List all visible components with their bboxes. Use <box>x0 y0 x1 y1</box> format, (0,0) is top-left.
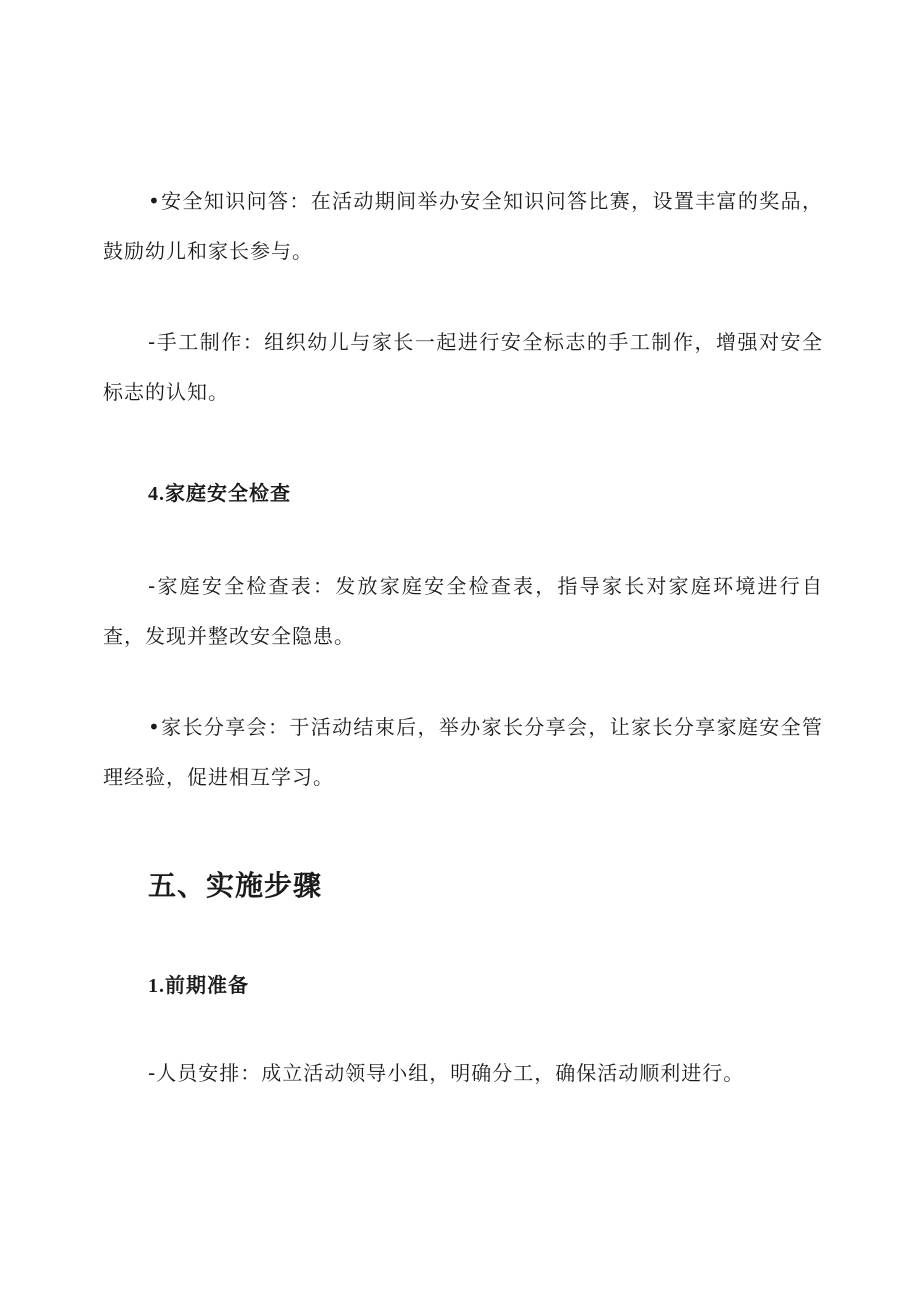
paragraph-home-checklist: -家庭安全检查表：发放家庭安全检查表，指导家长对家庭环境进行自查，发现并整改安全隐患。 <box>103 574 823 648</box>
paragraph-safety-quiz: •安全知识问答：在活动期间举办安全知识问答比赛，设置丰富的奖品，鼓励幼儿和家长参与。 <box>103 189 823 263</box>
subheading-text: 家庭安全检查 <box>165 481 291 505</box>
section-heading: 五、实施步骤 <box>148 869 323 902</box>
paragraph-parent-sharing: •家长分享会：于活动结束后，举办家长分享会，让家长分享家庭安全管理经验，促进相互学习。 <box>103 715 823 789</box>
subheading-number: 1. <box>148 975 165 997</box>
paragraph-staffing: -人员安排：成立活动领导小组，明确分工，确保活动顺利进行。 <box>148 1061 745 1085</box>
subheading-text: 前期准备 <box>165 973 249 997</box>
subheading-home-safety-check <box>148 478 291 509</box>
subheading-number: 4. <box>148 483 165 505</box>
subheading-preparation <box>148 970 249 1001</box>
paragraph-handicraft: -手工制作：组织幼儿与家长一起进行安全标志的手工制作，增强对安全标志的认知。 <box>103 330 823 404</box>
